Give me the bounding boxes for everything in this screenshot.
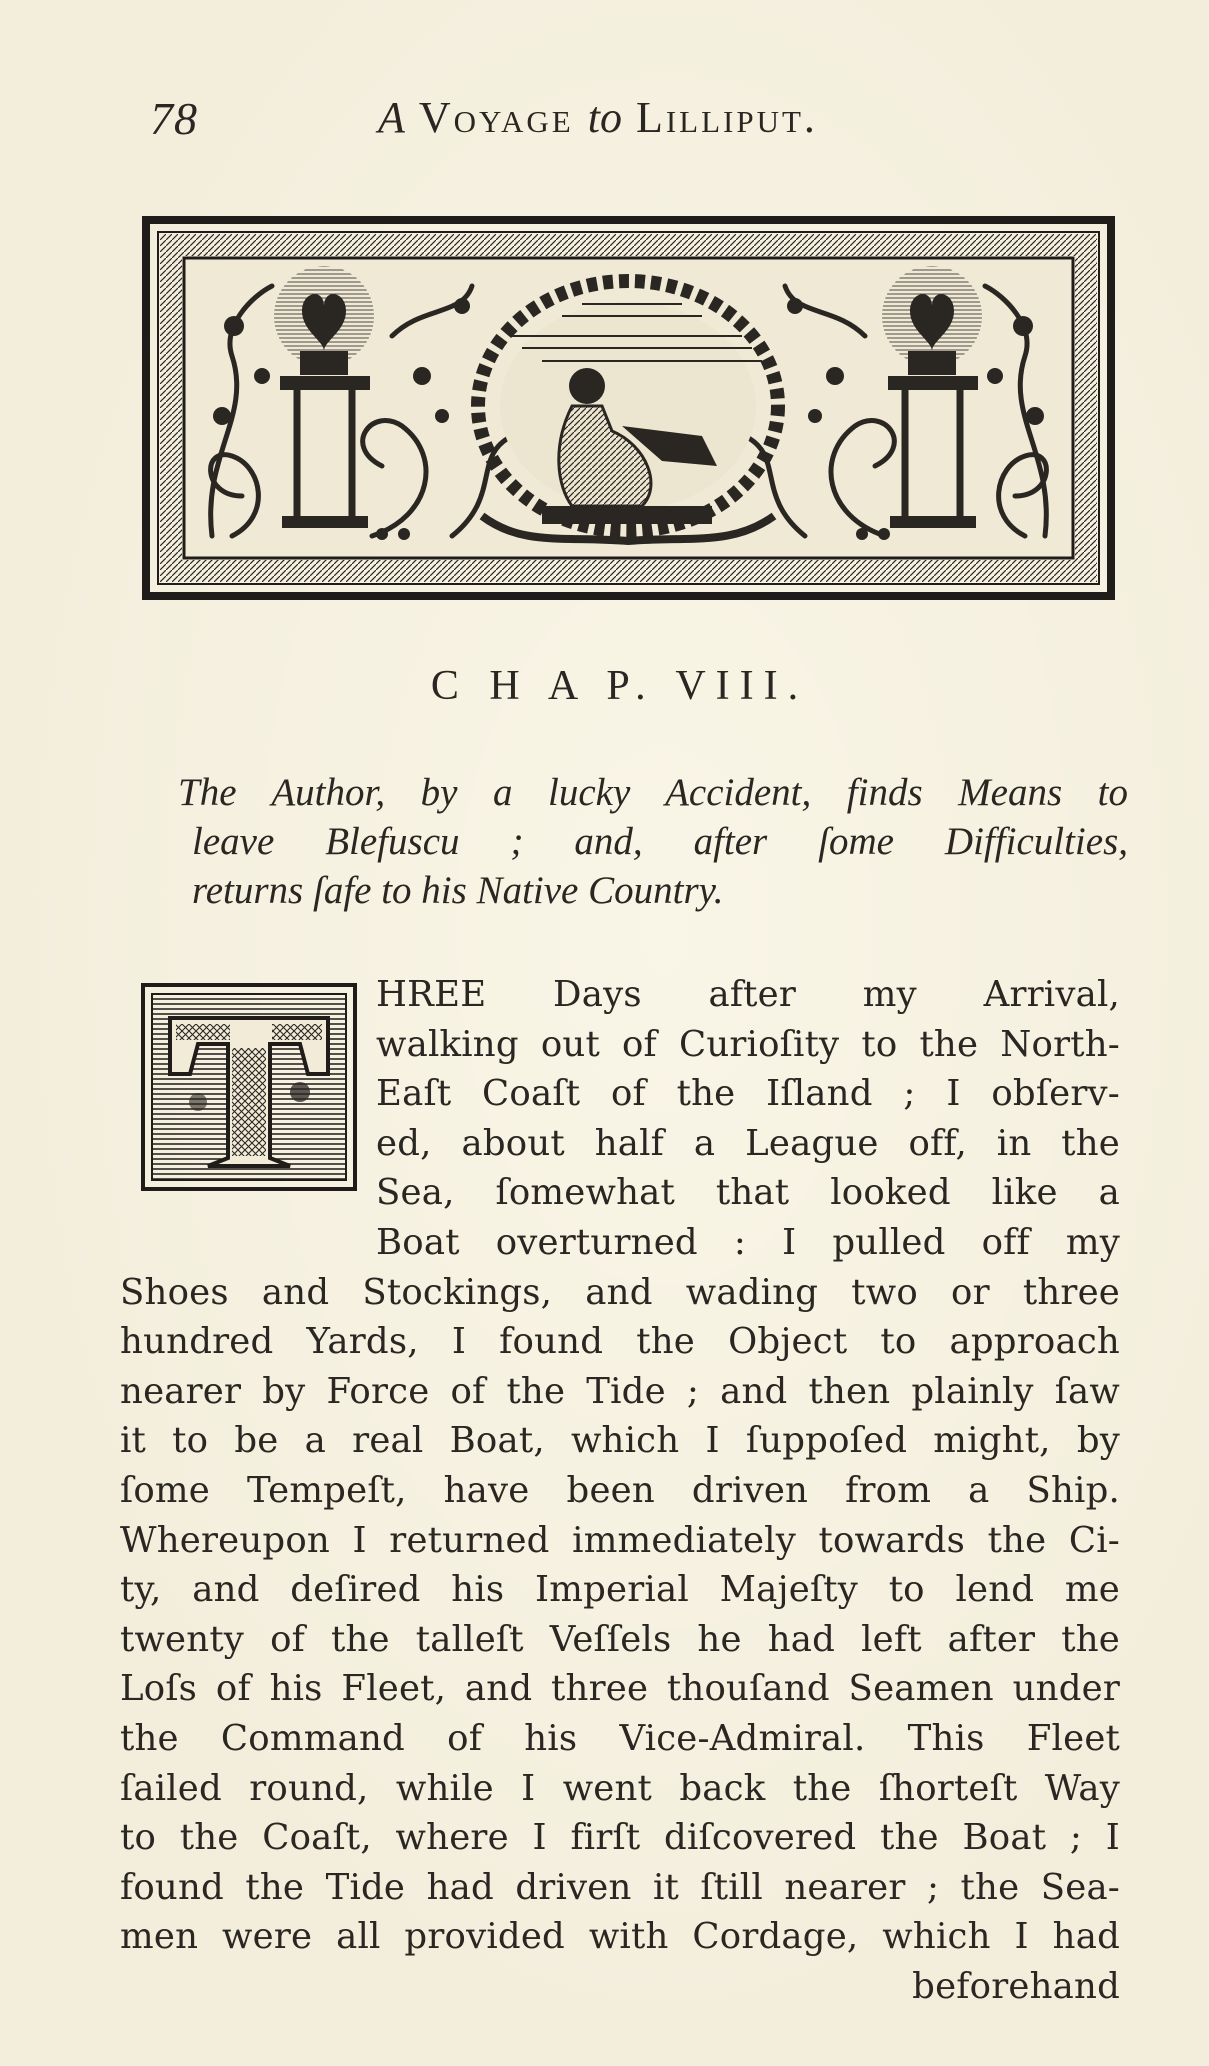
body-line: hundred Yards, I found the Object to approach xyxy=(120,1321,1120,1363)
summary-line: leave Blefuscu ; and, after ſome Difficulties, xyxy=(192,820,1128,863)
running-title-article: A xyxy=(378,93,405,142)
chapter-heading: C H A P. VIII. xyxy=(430,663,809,709)
running-title xyxy=(378,92,818,143)
body-line: Loſs of his Fleet, and three thouſand Seamen under xyxy=(120,1668,1120,1710)
body-line: the Command of his Vice-Admiral. This Fleet xyxy=(120,1717,1120,1759)
body-line: men were all provided with Cordage, which I had xyxy=(120,1916,1120,1958)
running-head xyxy=(150,92,1090,152)
body-line: ſome Tempeſt, have been driven from a Ship. xyxy=(120,1469,1120,1511)
body-line: Sea, ſomewhat that looked like a xyxy=(376,1172,1120,1214)
body-line: Shoes and Stockings, and wading two or three xyxy=(120,1271,1120,1313)
running-title-word2: to xyxy=(587,93,622,142)
summary-line: The Author, by a lucky Accident, finds Means to xyxy=(178,771,1128,814)
running-title-word3: Lilliput. xyxy=(635,93,818,142)
body-line: ty, and deſired his Imperial Majeſty to lend me xyxy=(120,1569,1120,1611)
body-line: ſailed round, while I went back the ſhorteſt Way xyxy=(120,1767,1120,1809)
body-line: it to be a real Boat, which I ſuppoſed might, by xyxy=(120,1420,1120,1462)
body-line: HREE Days after my Arrival, xyxy=(376,974,1120,1015)
body-line: twenty of the talleſt Veſſels he had left after the xyxy=(120,1618,1120,1660)
body-line: found the Tide had driven it ſtill nearer ; the Sea- xyxy=(120,1866,1120,1908)
running-title-word1: Voyage xyxy=(418,93,574,142)
summary-line: returns ſafe to his Native Country. xyxy=(192,869,724,912)
catchword: beforehand xyxy=(912,1965,1120,2007)
body-line: ed, about half a League off, in the xyxy=(376,1122,1120,1164)
body-line: nearer by Force of the Tide ; and then plainly ſaw xyxy=(120,1370,1120,1412)
body-text xyxy=(120,970,1120,2011)
headpiece-engraving-icon xyxy=(142,216,1115,600)
body-line: walking out of Curioſity to the North- xyxy=(376,1023,1120,1065)
page-number: 78 xyxy=(150,93,198,144)
body-line: to the Coaſt, where I firſt diſcovered the Boat ; I xyxy=(120,1817,1120,1859)
ornamental-headpiece xyxy=(142,216,1115,600)
body-line: Whereupon I returned immediately towards the Ci- xyxy=(120,1519,1120,1561)
body-line: Boat overturned : I pulled off my xyxy=(376,1221,1120,1263)
body-line: Eaſt Coaſt of the Iſland ; I obſerv- xyxy=(376,1073,1120,1115)
chapter-summary xyxy=(178,768,1128,915)
